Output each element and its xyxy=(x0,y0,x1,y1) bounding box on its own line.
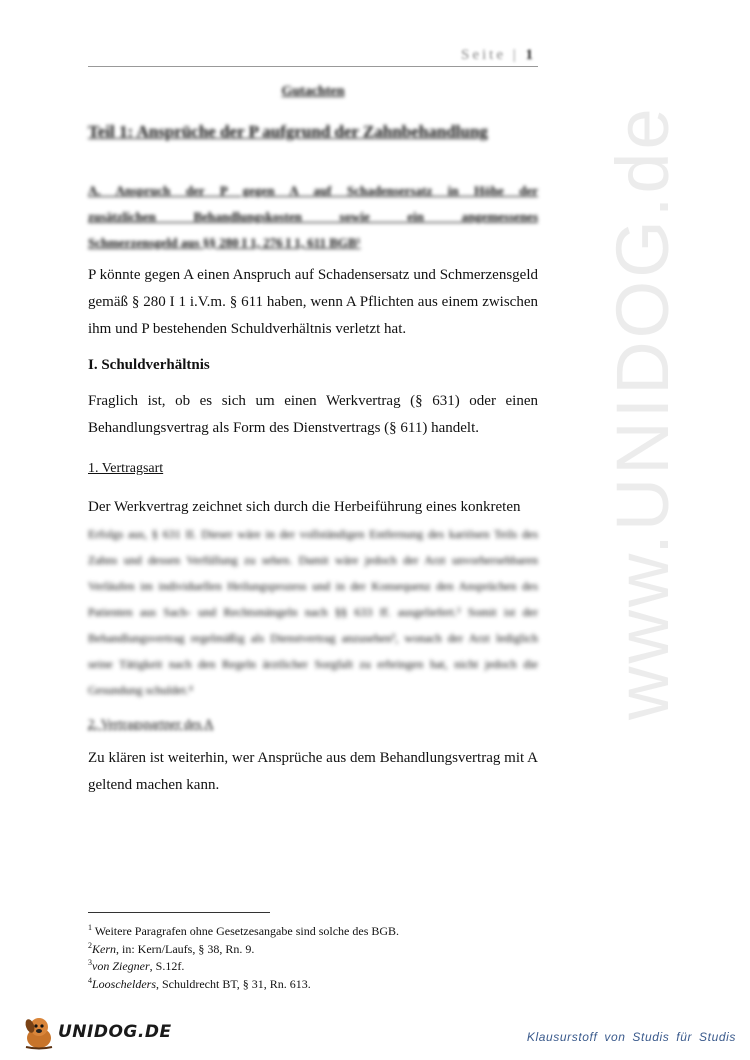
heading-schuldverhaeltnis: I. Schuldverhältnis xyxy=(88,357,210,373)
blurred-paragraph: Erfolgs aus, § 631 II. Dieser wäre in der vollständigen Entfernung des kariösen Teils des Zahns und dessen Verfüllung zu sehen. Damit wäre jedoch der Arzt unvorhersehbaren Verläufen im individuellen Heilungsprozess und in der Konsequenz den Ansprüchen des Patienten aus Sach- und Rechtsmängeln nach §§ 633 ff. ausgeliefert.² Somit ist der Behandlungsvertrag regelmäßig als Dienstvertrag anzusehen³, wonach der Arzt lediglich seine Tätigkeit nach den Regeln ärztlicher Sorgfalt zu erbringen hat, nicht jedoch die Gesundung schuldet.⁴ xyxy=(88,527,538,697)
heading-vertragspartner: 2. Vertragspartner des A xyxy=(88,716,214,731)
dog-icon xyxy=(22,1014,56,1050)
heading-vertragsart: 1. Vertragsart xyxy=(88,461,164,476)
footnote: $^4$Looschelders, Schuldrecht BT, § 31, Rn. 613. xyxy=(88,975,311,991)
paragraph-werkvertrag: Der Werkvertrag zeichnet sich durch die Herbeiführung eines konkreten xyxy=(88,499,521,515)
footnotes xyxy=(88,921,548,991)
footnote: $^1$ Weitere Paragrafen ohne Gesetzesangabe sind solche des BGB. xyxy=(88,923,400,938)
unidog-logo[interactable] xyxy=(22,1014,172,1050)
paragraph-anspruch: P könnte gegen A einen Anspruch auf Schadensersatz und Schmerzensgeld gemäß § 280 I 1 i.V.m. § 611 haben, wenn A Pflichten aus einem zwischen ihm und P bestehenden Schuldverhältnis verletzt hat. xyxy=(88,267,538,337)
section-a-line: A. Anspruch der P gegen A auf Schadensersatz in Höhe der xyxy=(88,183,538,198)
part-heading: Teil 1: Ansprüche der P aufgrund der Zahnbehandlung xyxy=(88,122,488,141)
footnote: $^2$Kern, in: Kern/Laufs, § 38, Rn. 9. xyxy=(88,940,255,956)
section-a-line: Schmerzensgeld aus §§ 280 I 1, 276 I 1, 611 BGB¹ xyxy=(88,235,361,250)
document-title: Gutachten xyxy=(281,84,345,99)
document-body xyxy=(88,80,538,799)
paragraph-anspruchsinhaber: Zu klären ist weiterhin, wer Ansprüche aus dem Behandlungsvertrag mit A geltend machen kann. xyxy=(88,750,538,793)
section-a-heading xyxy=(88,178,538,256)
paragraph-vertragstyp: Fraglich ist, ob es sich um einen Werkvertrag (§ 631) oder einen Behandlungsvertrag als Form des Dienstvertrags (§ 611) handelt. xyxy=(88,393,538,436)
page-header xyxy=(88,44,538,67)
section-a-line: zusätzlichen Behandlungskosten sowie ein angemessenes xyxy=(88,209,538,224)
watermark: www.UNIDOG.de xyxy=(601,105,684,720)
footnote-rule xyxy=(88,912,270,913)
logo-text: UNIDOG.DE xyxy=(58,1022,172,1042)
page-number: Seite | 1 xyxy=(461,47,536,63)
footer-tagline: Klausurstoff von Studis für Studis xyxy=(526,1030,736,1044)
footnote: $^3$von Ziegner, S.12f. xyxy=(88,958,185,973)
